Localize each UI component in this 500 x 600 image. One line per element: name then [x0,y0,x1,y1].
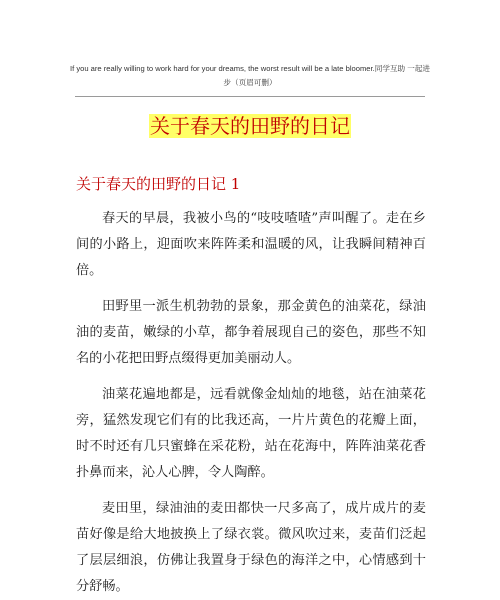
page-header-note: If you are really willing to work hard for your dreams, the worst result will be a late bloomer.同学互助 一起进步（页眉可删） [70,64,430,87]
document-title-text: 关于春天的田野的日记 [150,114,350,138]
section-heading: 关于春天的田野的日记 1 [76,175,241,193]
document-title [0,112,500,140]
header-divider [75,96,425,97]
paragraph-1: 春天的早晨，我被小鸟的“吱吱喳喳”声叫醒了。走在乡间的小路上，迎面吹来阵阵柔和温暖的风，让我瞬间精神百倍。 [76,211,426,278]
paragraph-3: 油菜花遍地都是，远看就像金灿灿的地毯，站在油菜花旁，猛然发现它们有的比我还高，一片片黄色的花瓣上面，时不时还有几只蜜蜂在采花粉，站在花海中，阵阵油菜花香扑鼻而来，沁人心脾，令人陶醉。 [76,387,426,480]
paragraph-2: 田野里一派生机勃勃的景象，那金黄色的油菜花，绿油油的麦苗，嫩绿的小草，都争着展现自己的姿色，那些不知名的小花把田野点缀得更加美丽动人。 [76,299,426,366]
paragraph-4: 麦田里，绿油油的麦田都快一尺多高了，成片成片的麦苗好像是给大地披换上了绿衣裳。微风吹过来，麦苗们泛起了层层细浪，仿佛让我置身于绿色的海洋之中，心情感到十分舒畅。 [76,501,426,594]
